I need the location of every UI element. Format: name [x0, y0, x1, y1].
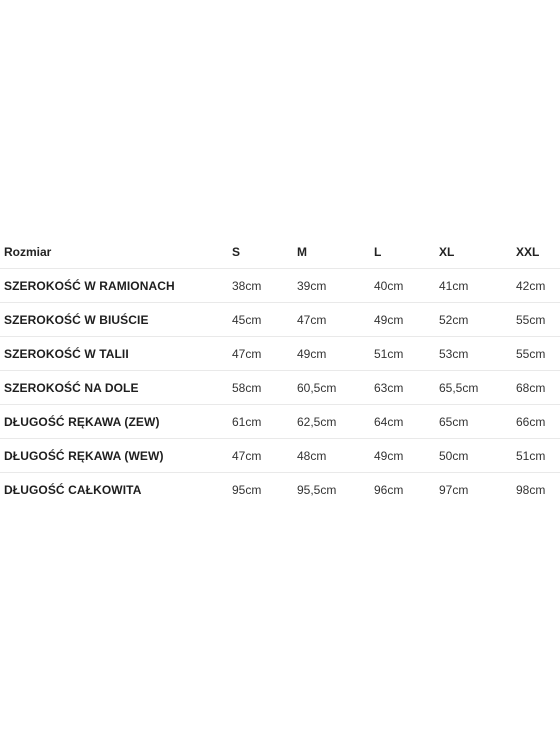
table-cell: 47cm	[297, 303, 374, 337]
table-cell: 68cm	[516, 371, 560, 405]
table-cell: 58cm	[232, 371, 297, 405]
table-row	[0, 269, 560, 303]
row-label: SZEROKOŚĆ NA DOLE	[0, 371, 232, 405]
row-label: SZEROKOŚĆ W BIUŚCIE	[0, 303, 232, 337]
table-cell: 61cm	[232, 405, 297, 439]
row-label: DŁUGOŚĆ RĘKAWA (ZEW)	[0, 405, 232, 439]
header-size-xxl: XXL	[516, 236, 560, 269]
row-label: DŁUGOŚĆ CAŁKOWITA	[4, 482, 142, 497]
table-cell: 45cm	[232, 303, 297, 337]
table-cell: 98cm	[516, 482, 546, 497]
table-row	[0, 473, 560, 507]
table-row	[0, 303, 560, 337]
table-cell: 66cm	[516, 405, 560, 439]
table-cell: 51cm	[374, 337, 439, 371]
table-cell: 64cm	[374, 405, 439, 439]
table-cell: 60,5cm	[297, 371, 374, 405]
size-chart-table	[0, 236, 560, 506]
table-cell: 95,5cm	[297, 482, 337, 497]
table-cell: 47cm	[232, 337, 297, 371]
header-size-l: L	[374, 236, 439, 269]
table-cell: 95cm	[232, 482, 262, 497]
table-cell: 53cm	[439, 337, 516, 371]
header-size-xl: XL	[439, 236, 516, 269]
header-size-s: S	[232, 236, 297, 269]
table-cell: 38cm	[232, 269, 297, 303]
table-cell: 65cm	[439, 405, 516, 439]
table-cell: 50cm	[439, 439, 516, 473]
header-size-label: Rozmiar	[0, 236, 232, 269]
table-cell: 51cm	[516, 439, 560, 473]
table-header-row	[0, 236, 560, 269]
table-cell: 62,5cm	[297, 405, 374, 439]
table-cell: 39cm	[297, 269, 374, 303]
table-cell: 48cm	[297, 439, 374, 473]
header-size-m: M	[297, 236, 374, 269]
table-row	[0, 337, 560, 371]
table-cell: 65,5cm	[439, 371, 516, 405]
row-label: SZEROKOŚĆ W RAMIONACH	[0, 269, 232, 303]
table-cell: 49cm	[374, 439, 439, 473]
table-cell: 96cm	[374, 482, 404, 497]
table-cell: 41cm	[439, 269, 516, 303]
table-cell: 63cm	[374, 371, 439, 405]
table-cell: 49cm	[374, 303, 439, 337]
table-cell: 40cm	[374, 269, 439, 303]
table-row	[0, 371, 560, 405]
table-row	[0, 405, 560, 439]
row-label: DŁUGOŚĆ RĘKAWA (WEW)	[0, 439, 232, 473]
row-label: SZEROKOŚĆ W TALII	[0, 337, 232, 371]
table-cell: 42cm	[516, 269, 560, 303]
table-cell: 55cm	[516, 337, 560, 371]
table-row	[0, 439, 560, 473]
table-cell: 55cm	[516, 303, 560, 337]
table-cell: 52cm	[439, 303, 516, 337]
table-cell: 97cm	[439, 482, 469, 497]
table-cell: 47cm	[232, 439, 297, 473]
table-cell: 49cm	[297, 337, 374, 371]
